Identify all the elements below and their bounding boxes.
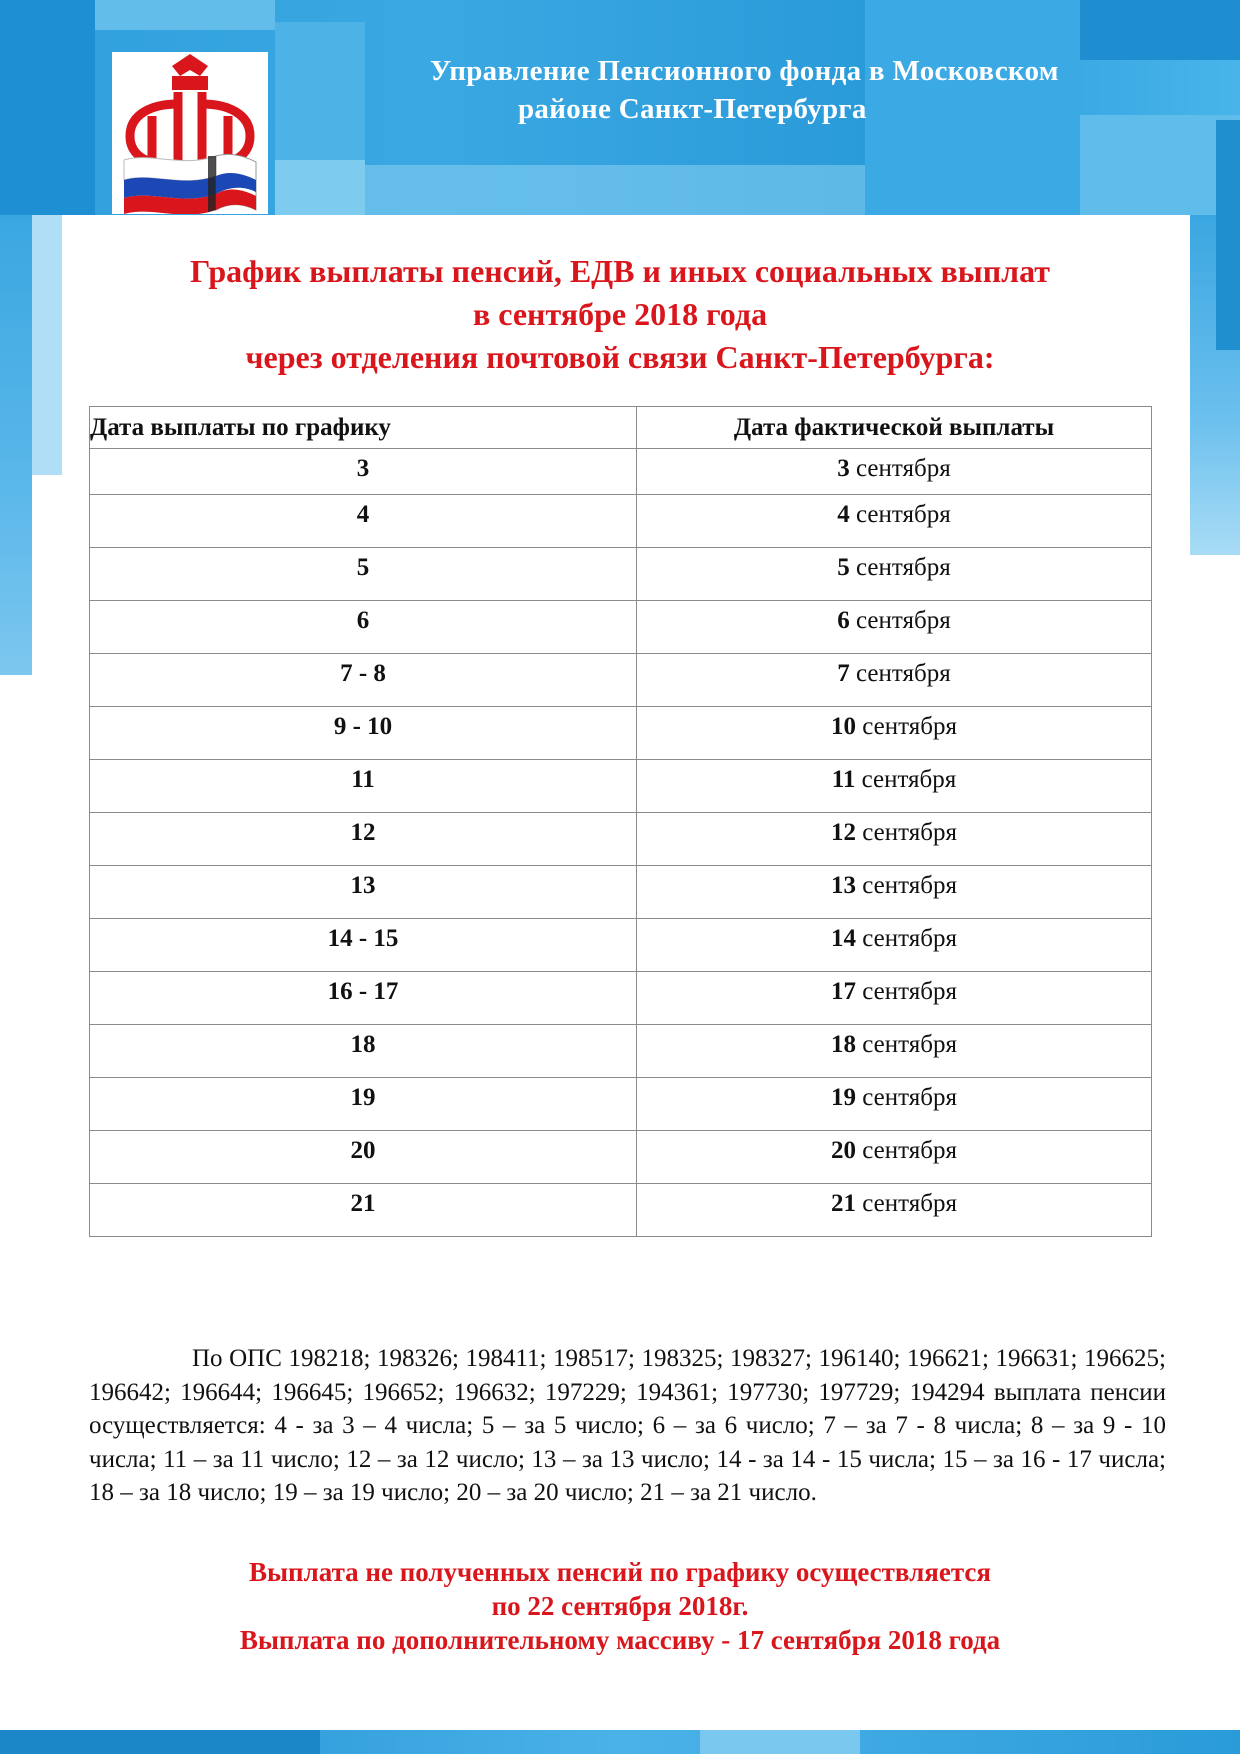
table-row <box>90 813 1152 866</box>
bg-tile <box>0 1730 320 1754</box>
actual-date-day: 4 <box>837 501 850 528</box>
actual-date-month: сентября <box>856 554 951 581</box>
actual-date-day: 18 <box>831 1031 857 1058</box>
document-title-line2: в сентябре 2018 года <box>472 296 768 332</box>
footer-line2: по 22 сентября 2018г. <box>491 1591 749 1621</box>
actual-date-day: 17 <box>831 978 857 1005</box>
actual-date-day: 19 <box>831 1084 857 1111</box>
footer-line3: Выплата по дополнительному массиву - 17 сентября 2018 года <box>239 1625 1001 1655</box>
scheduled-date-cell: 4 <box>90 495 637 548</box>
footer-notice <box>80 1555 1160 1657</box>
actual-date-cell <box>637 919 1152 972</box>
scheduled-date-cell: 13 <box>90 866 637 919</box>
actual-date-month: сентября <box>861 766 957 793</box>
scheduled-date-cell: 14 - 15 <box>90 919 637 972</box>
actual-date-cell <box>637 601 1152 654</box>
document-title-line3: через отделения почтовой связи Санкт-Петербурга: <box>245 339 995 375</box>
header-scheduled-date: Дата выплаты по графику <box>90 407 637 449</box>
scheduled-date-cell: 3 <box>90 449 637 495</box>
scheduled-date-cell: 9 - 10 <box>90 707 637 760</box>
actual-date-cell <box>637 548 1152 601</box>
organization-title <box>380 52 1160 128</box>
scheduled-date-cell: 16 - 17 <box>90 972 637 1025</box>
actual-date-day: 21 <box>831 1190 857 1217</box>
actual-date-day: 14 <box>831 925 857 952</box>
left-stripe <box>0 215 32 675</box>
bg-tile <box>365 165 865 215</box>
actual-date-month: сентября <box>856 501 951 528</box>
actual-date-cell <box>637 1078 1152 1131</box>
actual-date-month: сентября <box>856 607 951 634</box>
bg-tile <box>700 1730 860 1754</box>
table-row <box>90 654 1152 707</box>
actual-date-day: 6 <box>837 607 850 634</box>
actual-date-cell <box>637 1184 1152 1237</box>
table-row <box>90 707 1152 760</box>
footer-line1: Выплата не полученных пенсий по графику осуществляется <box>248 1557 992 1587</box>
pfr-emblem-icon <box>112 52 268 214</box>
actual-date-month: сентября <box>862 978 957 1005</box>
table-row <box>90 601 1152 654</box>
actual-date-month: сентября <box>862 1084 957 1111</box>
table-row <box>90 760 1152 813</box>
actual-date-month: сентября <box>862 713 957 740</box>
table-row <box>90 1131 1152 1184</box>
table-row <box>90 972 1152 1025</box>
bg-tile <box>0 0 95 215</box>
actual-date-cell <box>637 760 1152 813</box>
table-row <box>90 1078 1152 1131</box>
table-header-row <box>90 407 1152 449</box>
actual-date-day: 10 <box>831 713 857 740</box>
scheduled-date-cell: 21 <box>90 1184 637 1237</box>
scheduled-date-cell: 11 <box>90 760 637 813</box>
scheduled-date-cell: 18 <box>90 1025 637 1078</box>
right-stripe-dark <box>1216 120 1240 350</box>
left-stripe-light <box>32 215 62 475</box>
table-row <box>90 866 1152 919</box>
pfr-logo <box>112 52 268 214</box>
table-row <box>90 919 1152 972</box>
actual-date-day: 7 <box>837 660 850 687</box>
actual-date-cell <box>637 449 1152 495</box>
organization-title-line2: районе Санкт-Петербурга <box>518 93 867 125</box>
bg-tile <box>1080 0 1240 60</box>
actual-date-day: 20 <box>831 1137 857 1164</box>
bg-tile <box>275 160 365 215</box>
scheduled-date-cell: 20 <box>90 1131 637 1184</box>
bg-tile <box>95 0 275 30</box>
actual-date-month: сентября <box>862 925 957 952</box>
document-title-line1: График выплаты пенсий, ЕДВ и иных социальных выплат <box>189 253 1051 289</box>
actual-date-month: сентября <box>862 1190 957 1217</box>
scheduled-date-cell: 19 <box>90 1078 637 1131</box>
header-actual-date: Дата фактической выплаты <box>637 407 1152 449</box>
actual-date-cell <box>637 1025 1152 1078</box>
actual-date-cell <box>637 813 1152 866</box>
actual-date-cell <box>637 866 1152 919</box>
table-row <box>90 495 1152 548</box>
actual-date-cell <box>637 707 1152 760</box>
actual-date-month: сентября <box>862 1137 957 1164</box>
document-title <box>80 250 1160 379</box>
actual-date-cell <box>637 495 1152 548</box>
actual-date-month: сентября <box>862 1031 957 1058</box>
payment-schedule-table <box>89 406 1152 1237</box>
actual-date-month: сентября <box>862 819 957 846</box>
scheduled-date-cell: 6 <box>90 601 637 654</box>
table-row <box>90 548 1152 601</box>
actual-date-day: 3 <box>837 455 850 482</box>
organization-title-line1: Управление Пенсионного фонда в Московском <box>430 55 1059 87</box>
actual-date-month: сентября <box>856 455 951 482</box>
post-office-note: По ОПС 198218; 198326; 198411; 198517; 198325; 198327; 196140; 196621; 196631; 196625; 196642; 196644; 196645; 196652; 196632; 197229; 194361; 197730; 197729; 194294 выплата пенсии осуществляется: 4 - за 3 – 4 числа; 5 – за 5 число; 6 – за 6 число; 7 – за 7 - 8 числа; 8 – за 9 - 10 числа; 11 – за 11 число; 12 – за 12 число; 13 – за 13 число; 14 - за 14 - 15 числа; 15 – за 16 - 17 числа; 18 – за 18 число; 19 – за 19 число; 20 – за 20 число; 21 – за 21 число. <box>89 1345 1166 1506</box>
scheduled-date-cell: 12 <box>90 813 637 866</box>
actual-date-day: 5 <box>837 554 850 581</box>
actual-date-day: 13 <box>831 872 857 899</box>
actual-date-cell <box>637 1131 1152 1184</box>
scheduled-date-cell: 5 <box>90 548 637 601</box>
actual-date-month: сентября <box>856 660 951 687</box>
table-row <box>90 1025 1152 1078</box>
actual-date-cell <box>637 972 1152 1025</box>
actual-date-cell <box>637 654 1152 707</box>
scheduled-date-cell: 7 - 8 <box>90 654 637 707</box>
actual-date-day: 11 <box>831 766 856 793</box>
table-row <box>90 1184 1152 1237</box>
table-row <box>90 449 1152 495</box>
bottom-stripe <box>0 1730 1240 1754</box>
actual-date-day: 12 <box>831 819 857 846</box>
actual-date-month: сентября <box>862 872 957 899</box>
